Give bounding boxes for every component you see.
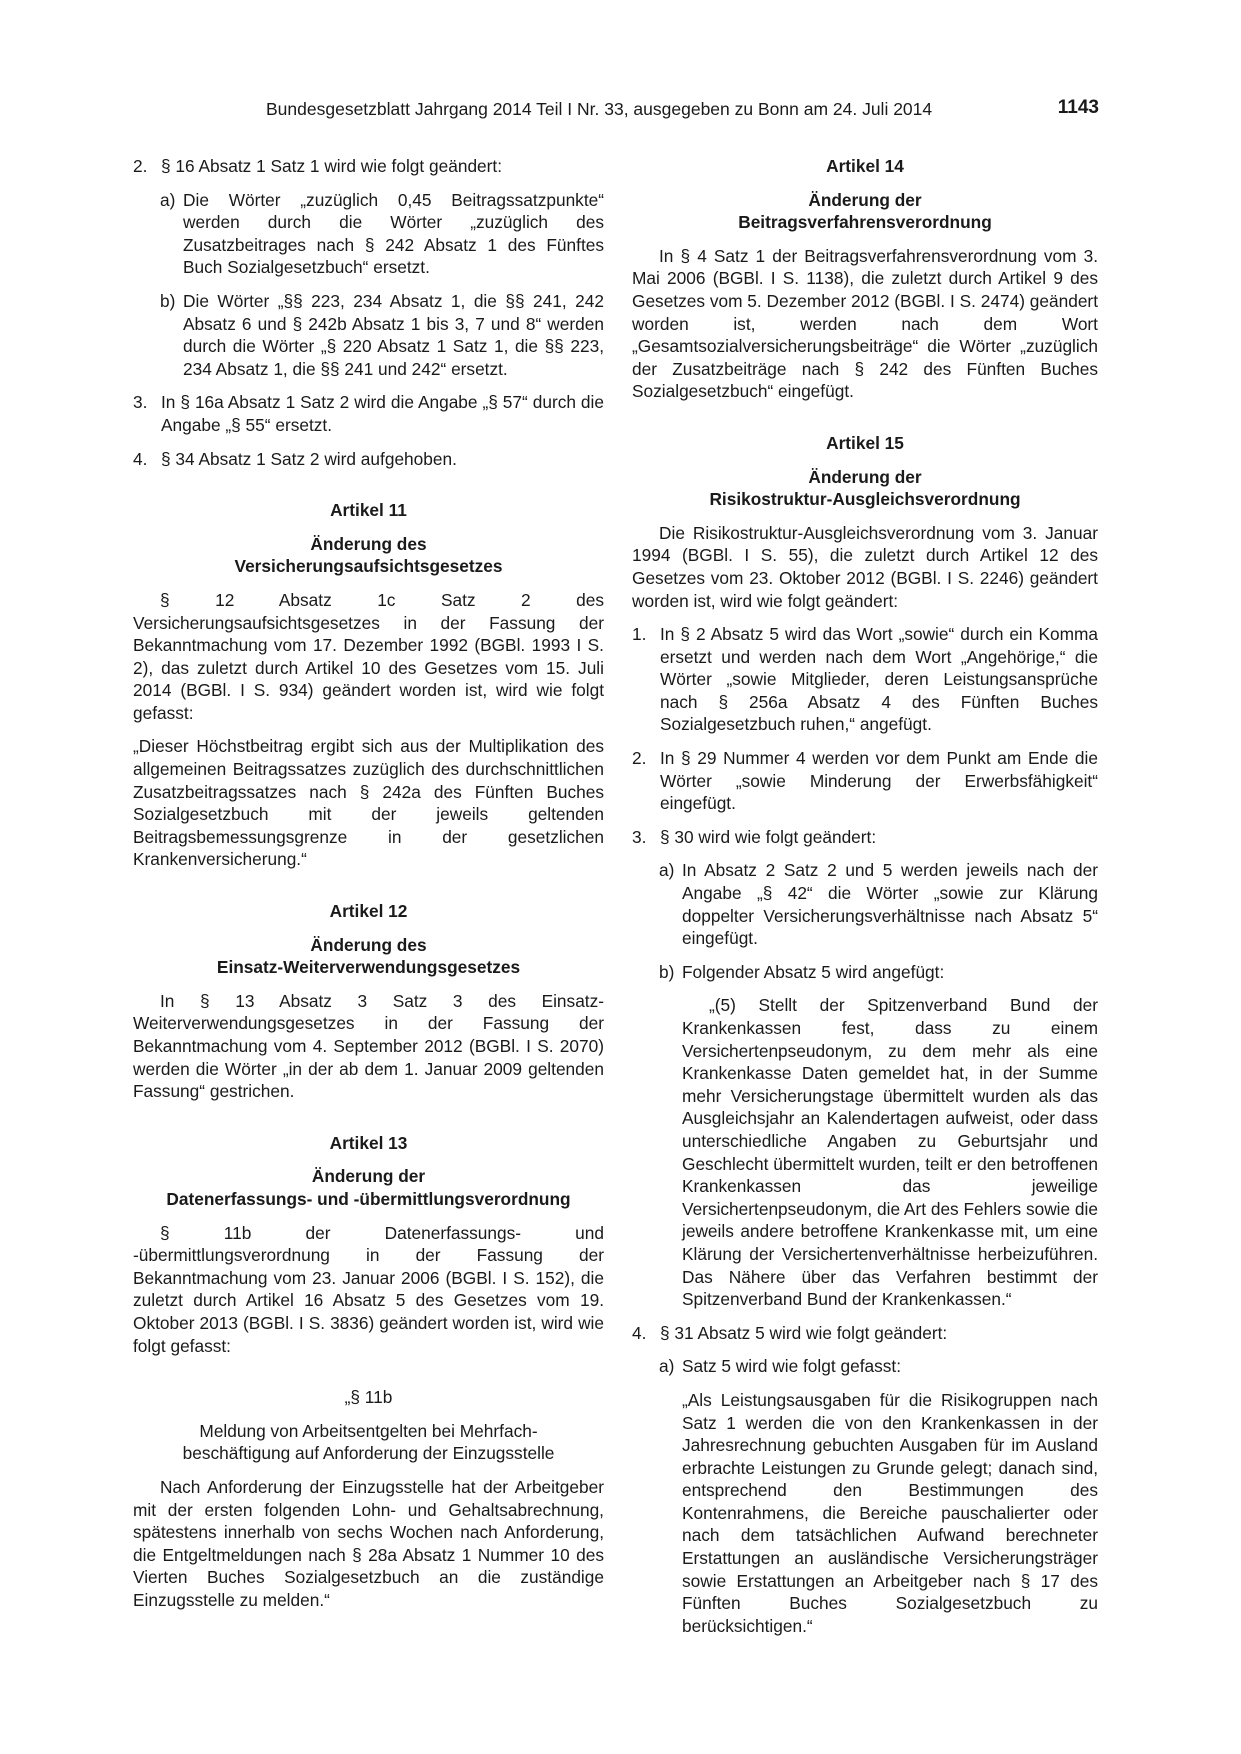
running-head: Bundesgesetzblatt Jahrgang 2014 Teil I Nr. 33, ausgegeben zu Bonn am 24. Juli 2014 (266, 99, 933, 119)
sub-item (632, 859, 1098, 949)
article-heading (632, 466, 1098, 511)
list-item (133, 155, 604, 178)
article-title: Artikel 15 (826, 432, 904, 453)
article-heading (133, 533, 604, 578)
article-body: § 11b der Datenerfassungs- und -übermittlungsverordnung in der Fassung der Bekanntmachung vom 23. Januar 2006 (BGBl. I S. 152), die zuletzt durch Artikel 16 Absatz 5 des Gesetzes vom 19. Oktober 2013 (BGBl. I S. 3836) geändert worden ist, wird wie folgt gefasst: (133, 1222, 604, 1356)
list-item (133, 448, 604, 471)
article-body: In § 13 Absatz 3 Satz 3 des Einsatz-Weiterverwendungsgesetzes in der Fassung der Bekanntmachung vom 4. September 2012 (BGBl. I S. 2070) werden die Wörter „in der ab dem 1. Januar 2009 geltenden Fassung“ gestrichen. (133, 990, 604, 1102)
article-heading (632, 189, 1098, 234)
list-item (133, 391, 604, 436)
sub-item-text: Satz 5 wird wie folgt gefasst: (682, 1356, 901, 1377)
item-number: 2. (133, 156, 148, 176)
sub-item-text: Die Wörter „zuzüglich 0,45 Beitragssatzpunkte“ werden durch die Wörter „zuzüglich des Zusatzbeitrages nach § 242 Absatz 1 des Fünftes Buch Sozialgesetzbuch“ ersetzt. (183, 189, 604, 278)
article-quote: „Dieser Höchstbeitrag ergibt sich aus der Multiplikation des allgemeinen Beitragssatzes zuzüglich des durchschnittlichen Zusatzbeitragssatzes nach § 242a des Fünften Buches Sozialgesetzbuch mit der jeweils geltenden Beitragsbemessungsgrenze in der gesetzlichen Krankenversicherung.“ (133, 736, 604, 870)
sub-item (632, 1355, 1098, 1378)
article-heading-line: Datenerfassungs- und -übermittlungsverordnung (166, 1188, 571, 1209)
article-heading-line: Änderung der (808, 466, 922, 487)
item-text: § 34 Absatz 1 Satz 2 wird aufgehoben. (161, 448, 457, 469)
article-body: Die Risikostruktur-Ausgleichsverordnung vom 3. Januar 1994 (BGBl. I S. 55), die zuletzt durch Artikel 12 des Gesetzes vom 23. Oktober 2012 (BGBl. I S. 2246) geändert worden ist, wird wie folgt geändert: (632, 522, 1098, 611)
article-body: § 12 Absatz 1c Satz 2 des Versicherungsaufsichtsgesetzes in der Fassung der Bekanntmachung vom 17. Dezember 1992 (BGBl. 1993 I S. 2), das zuletzt durch Artikel 10 des Gesetzes vom 15. Juli 2014 (BGBl. I S. 934) geändert worden ist, wird wie folgt gefasst: (133, 589, 604, 723)
sub-item-text: Folgender Absatz 5 wird angefügt: (682, 961, 945, 982)
paragraph-heading-line: Meldung von Arbeitsentgelten bei Mehrfach- (199, 1420, 538, 1441)
item-number: 4. (133, 448, 148, 469)
item-number: 3. (133, 392, 148, 413)
sub-item-text: In Absatz 2 Satz 2 und 5 werden jeweils nach der Angabe „§ 42“ die Wörter „sowie zur Klärung doppelter Versicherungsverhältnisse nach Absatz 5“ eingefügt. (682, 860, 1098, 949)
list-item (632, 623, 1098, 736)
article-heading-line: Einsatz-Weiterverwendungsgesetzes (216, 957, 521, 978)
item-text: § 16 Absatz 1 Satz 1 wird wie folgt geändert: (161, 156, 503, 176)
item-number: 1. (632, 624, 647, 645)
article-title: Artikel 11 (330, 500, 407, 521)
article-heading-line: Risikostruktur-Ausgleichsverordnung (709, 489, 1021, 510)
article-heading-line: Änderung des (310, 533, 427, 554)
paragraph-title: „§ 11b (344, 1387, 393, 1408)
list-item (632, 826, 1098, 849)
sub-item-letter: b) (160, 290, 176, 311)
sub-item (133, 290, 604, 380)
item-text: § 30 wird wie folgt geändert: (660, 826, 877, 847)
list-item (632, 747, 1098, 815)
item-number: 4. (632, 1322, 647, 1343)
article-title: Artikel 13 (329, 1132, 408, 1153)
article-body: In § 4 Satz 1 der Beitragsverfahrensverordnung vom 3. Mai 2006 (BGBl. I S. 1138), die zuletzt durch Artikel 9 des Gesetzes vom 5. Dezember 2012 (BGBl. I S. 2474) geändert worden ist, werden nach dem Wort „Gesamtsozialversicherungsbeiträge“ die Wörter „zuzüglich der Zusatzbeiträge nach § 242 des Fünften Buches Sozialgesetzbuch“ eingefügt. (632, 245, 1098, 402)
paragraph-body: Nach Anforderung der Einzugsstelle hat der Arbeitgeber mit der ersten folgenden Lohn- und Gehaltsabrechnung, spätestens innerhalb von sechs Wochen nach Anforderung, die Entgeltmeldungen nach § 28a Absatz 1 Nummer 10 des Vierten Buches Sozialgesetzbuch an die zuständige Einzugsstelle zu melden.“ (133, 1476, 604, 1610)
quoted-paragraph: „Als Leistungsausgaben für die Risikogruppen nach Satz 1 werden die von den Krankenkassen in der Jahresrechnung gebuchten Ausgaben für im Ausland erbrachte Leistungen zu Grunde gelegt; danach sind, entsprechend den Bestimmungen des Kontenrahmens, die Bereiche pauschalierter oder nach dem tatsächlichen Aufwand berechneter Erstattungen an ausländische Versicherungsträger sowie Erstattungen an Arbeitgeber nach § 17 des Fünften Buches Sozialgesetzbuch zu berücksichtigen.“ (682, 1389, 1098, 1636)
article-heading-line: Änderung der (808, 189, 922, 210)
paragraph-heading-line: beschäftigung auf Anforderung der Einzugsstelle (182, 1443, 555, 1464)
article-heading-line: Versicherungsaufsichtsgesetzes (234, 556, 503, 577)
page-header (133, 99, 1099, 127)
sub-item (133, 189, 604, 279)
sub-item-letter: a) (659, 1356, 675, 1377)
item-number: 3. (632, 826, 647, 847)
article-title: Artikel 14 (826, 156, 904, 176)
item-text: In § 2 Absatz 5 wird das Wort „sowie“ durch ein Komma ersetzt und werden nach dem Wort „Angehörige,“ die Wörter „sowie Mitglieder, deren Leistungsansprüche nach § 256a Absatz 4 des Fünften Buches Sozialgesetzbuch ruhen,“ angefügt. (660, 624, 1098, 735)
paragraph-heading (133, 1420, 604, 1465)
sub-item (632, 961, 1098, 984)
item-text: In § 16a Absatz 1 Satz 2 wird die Angabe „§ 57“ durch die Angabe „§ 55“ ersetzt. (161, 392, 604, 435)
sub-item-letter: a) (659, 860, 675, 881)
sub-item-letter: a) (160, 189, 176, 210)
sub-item-text: Die Wörter „§§ 223, 234 Absatz 1, die §§ 241, 242 Absatz 6 und § 242b Absatz 1 bis 3, 7 und 8“ werden durch die Wörter „§ 220 Absatz 1 Satz 1, die §§ 223, 234 Absatz 1, die §§ 241 und 242“ ersetzt. (183, 290, 604, 379)
right-column (632, 155, 1098, 1648)
article-heading-line: Änderung der (311, 1166, 426, 1187)
article-heading-line: Änderung des (310, 934, 427, 955)
left-column (133, 155, 604, 1622)
article-title: Artikel 12 (329, 901, 408, 922)
article-heading-line: Beitragsverfahrensverordnung (738, 212, 992, 233)
article-heading (133, 1165, 604, 1210)
sub-item-letter: b) (659, 961, 675, 982)
item-number: 2. (632, 748, 647, 769)
article-heading (133, 934, 604, 979)
item-text: In § 29 Nummer 4 werden vor dem Punkt am Ende die Wörter „sowie Minderung der Erwerbsfähigkeit“ eingefügt. (660, 748, 1098, 814)
quoted-paragraph: „(5) Stellt der Spitzenverband Bund der Krankenkassen fest, dass zu einem Versichertenpseudonym, zu dem mehr als eine Krankenkasse Daten gemeldet hat, in der Summe mehr Versicherungstage übermittelt wurden als das Ausgleichsjahr an Kalendertagen aufweist, oder dass unterschiedliche Angaben zu Geburtsjahr und Geschlecht übermittelt wurden, teilt er den betroffenen Krankenkassen das jeweilige Versichertenpseudonym, die Art des Fehlers sowie die jeweils andere betroffene Krankenkasse mit, um eine Klärung der Versichertenverhältnisse herbeizuführen. Das Nähere über das Verfahren bestimmt der Spitzenverband Bund der Krankenkassen.“ (682, 995, 1098, 1310)
page-number: 1143 (1057, 97, 1099, 118)
item-text: § 31 Absatz 5 wird wie folgt geändert: (660, 1322, 948, 1343)
list-item (632, 1322, 1098, 1345)
